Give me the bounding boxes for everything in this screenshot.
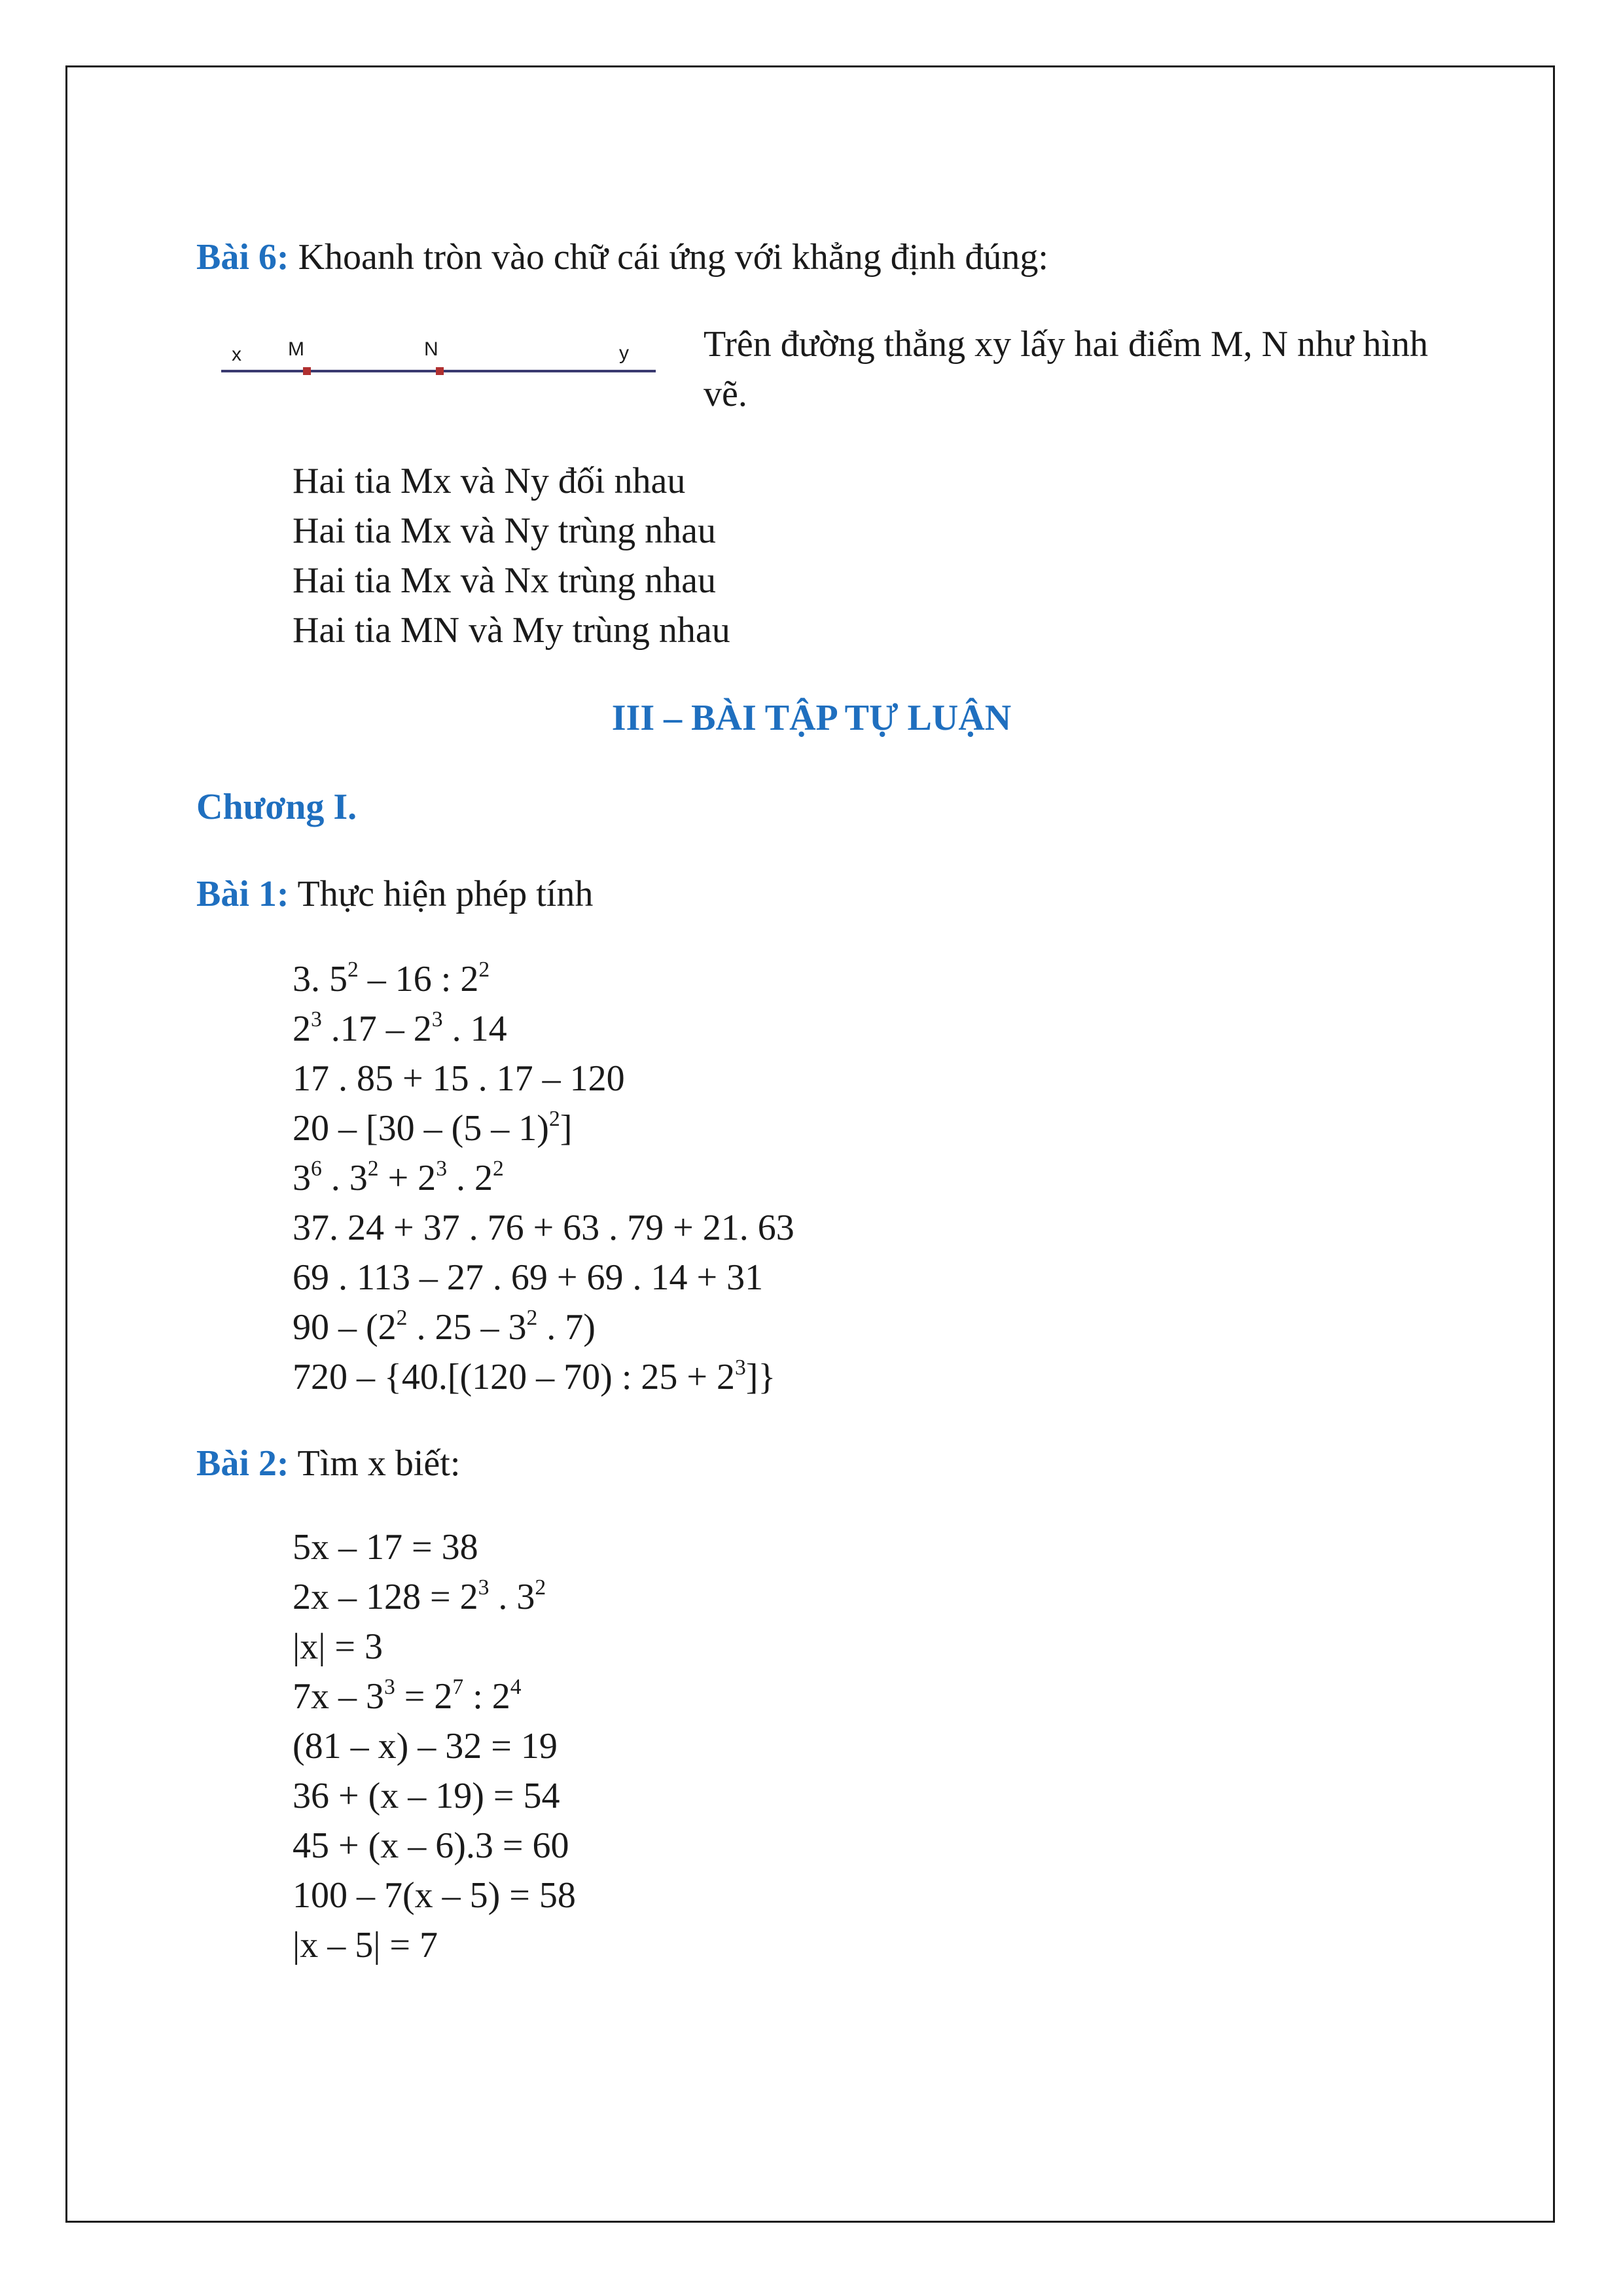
label-n: N (424, 338, 438, 360)
exercise-6-heading (196, 232, 1048, 282)
point-m (303, 367, 311, 375)
expression-item: $2^3$ $.17 - 2^3$ . 14 (293, 1007, 507, 1049)
exercise-2-instruction: Tìm x biết: (289, 1443, 461, 1484)
diagram-description: Trên đường thẳng xy lấy hai điểm M, N như hình vẽ. (704, 324, 1429, 414)
expression-item: $90 - (2^2$ . $25 - 3^2$ . 7) (293, 1306, 596, 1348)
exercise-6-options (293, 456, 730, 655)
exercise-2-label: Bài 2: (196, 1443, 289, 1484)
exercise-1-heading (196, 869, 593, 919)
exercise-6-instruction: Khoanh tròn vào chữ cái ứng với khẳng định đúng: (289, 237, 1048, 278)
equation-item: 100 – 7(x – 5) = 58 (293, 1875, 576, 1916)
option-item: Hai tia MN và My trùng nhau (293, 610, 730, 651)
expression-item: 69 . 113 – 27 . 69 + 69 . 14 + 31 (293, 1257, 764, 1298)
equation-item: $7x - 3^3 = 2^7$ : $2^4$ (293, 1675, 522, 1717)
exercise-1-label: Bài 1: (196, 874, 289, 914)
line-xy-diagram (216, 331, 661, 389)
option-item: Hai tia Mx và Ny đối nhau (293, 461, 686, 501)
equation-item: 5x – 17 = 38 (293, 1527, 478, 1568)
exercise-2-heading (196, 1439, 460, 1488)
option-item: Hai tia Mx và Nx trùng nhau (293, 560, 716, 601)
equation-item: 36 + (x – 19) = 54 (293, 1776, 560, 1816)
equation-item: |x| = 3 (293, 1626, 383, 1667)
expression-item: 20 – [30 – (5 – 1)$^2$] (293, 1107, 573, 1149)
equation-item: 45 + (x – 6).3 = 60 (293, 1825, 569, 1866)
equation-item: |x – 5| = 7 (293, 1925, 438, 1965)
exercise-1-list (293, 954, 794, 1402)
expression-item: 17 . 85 + 15 . 17 – 120 (293, 1058, 625, 1099)
exercise-6-label: Bài 6: (196, 237, 289, 278)
option-item: Hai tia Mx và Ny trùng nhau (293, 511, 716, 551)
expression-item: $3^6$ . $3^2 + 2^3$ . $2^2$ (293, 1157, 504, 1198)
exercise-2-list (293, 1522, 576, 1970)
expression-item: 37. 24 + 37 . 76 + 63 . 79 + 21. 63 (293, 1208, 794, 1248)
expression-item: 3. $5^2 - 16$ : $2^2$ (293, 958, 490, 999)
equation-item: $2x - 128 = 2^3$ . $3^2$ (293, 1575, 546, 1617)
equation-item: (81 – x) – 32 = 19 (293, 1726, 558, 1767)
label-x: x (232, 344, 241, 365)
section-title: III – BÀI TẬP TỰ LUẬN (611, 698, 1012, 738)
exercise-1-instruction: Thực hiện phép tính (289, 874, 594, 914)
label-m: M (288, 338, 304, 360)
label-y: y (619, 342, 629, 364)
point-n (436, 367, 444, 375)
expression-item: 720 – {40.[(120 – 70) : $25 + 2^3$]} (293, 1355, 776, 1397)
chapter-title: Chương I. (196, 787, 357, 827)
